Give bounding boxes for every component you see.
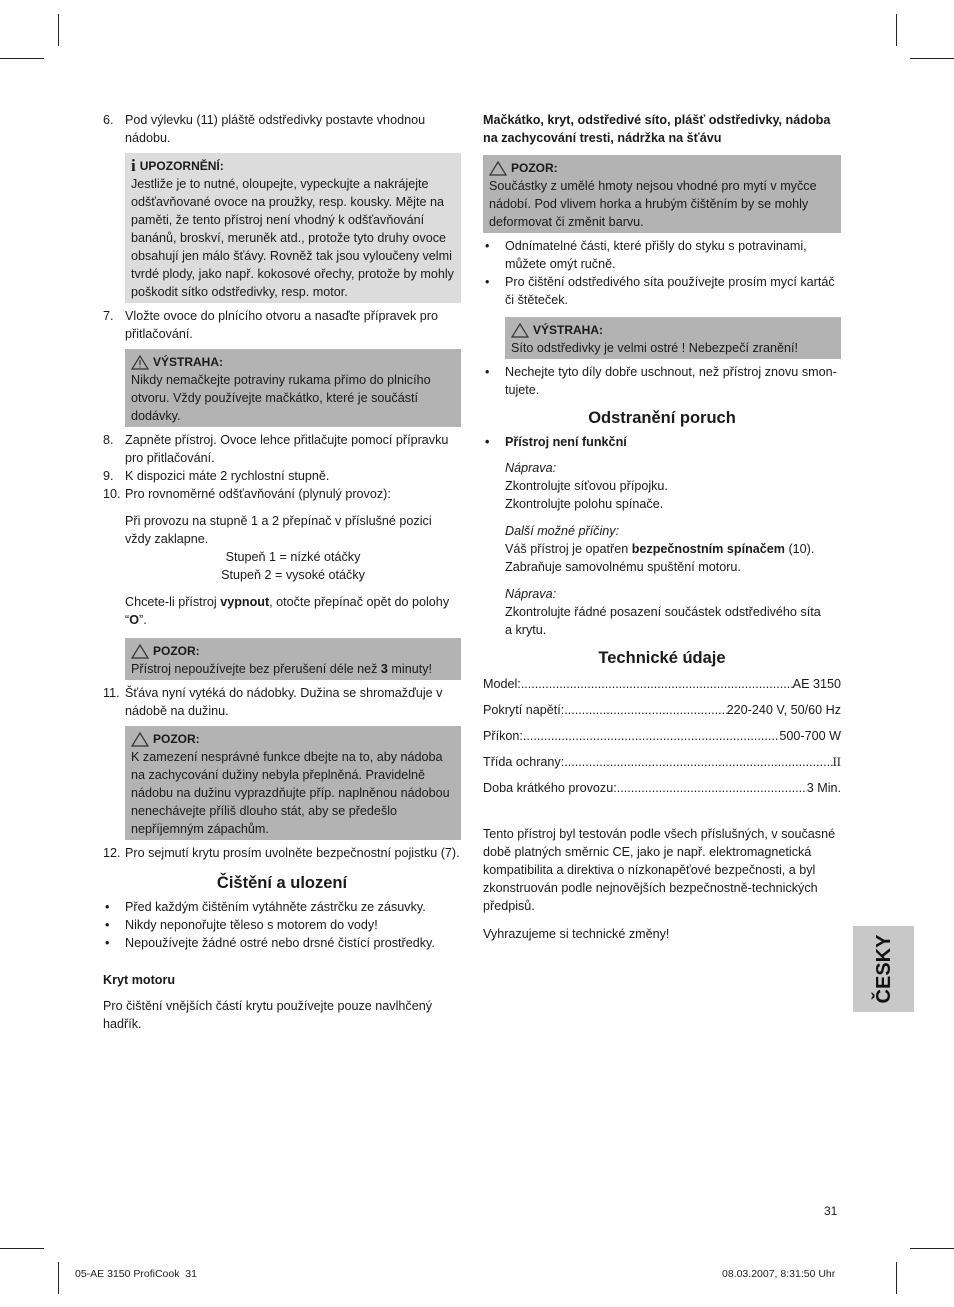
remedy-line: Zkontrolujte polohu spínače. bbox=[505, 497, 664, 511]
step-number: 12. bbox=[103, 846, 121, 860]
crop-mark bbox=[58, 1262, 59, 1294]
warning-triangle-icon bbox=[131, 732, 149, 747]
footer-right: 08.03.2007, 8:31:50 Uhr bbox=[722, 1268, 836, 1280]
crop-mark bbox=[910, 58, 954, 59]
remedy-label: Náprava: bbox=[505, 587, 557, 601]
spec-row: Doba krátkého provozu: ..... 3 Min. bbox=[483, 779, 841, 805]
spec-table bbox=[483, 675, 841, 805]
warning-text: Síto odstředivky je velmi ostré ! Nebezpečí zranění! bbox=[511, 341, 798, 355]
caution-box bbox=[125, 726, 461, 840]
crop-mark bbox=[0, 58, 44, 59]
step-text: K dispozici máte 2 rychlostní stupně. bbox=[125, 469, 330, 483]
crop-mark bbox=[0, 1248, 44, 1249]
caution-title-text: POZOR: bbox=[511, 161, 558, 175]
speed-2-line: Stupeň 2 = vysoké otáčky bbox=[221, 568, 365, 582]
warning-title-text: VÝSTRAHA: bbox=[533, 323, 604, 337]
cause-line: Zabraňuje samovolnému spuštění motoru. bbox=[505, 560, 741, 574]
remedy-line: Zkontrolujte řádné posazení součástek odstředivého síta a krytu. bbox=[505, 605, 821, 637]
warning-title-text: VÝSTRAHA: bbox=[153, 355, 224, 369]
spec-row: Pokrytí napětí: ..... 220-240 V, 50/60 Hz bbox=[483, 701, 841, 727]
bullet-item: • Odnímatelné části, které přišly do styku s potravinami, můžete omýt ručně. bbox=[483, 237, 841, 273]
warning-triangle-icon bbox=[131, 644, 149, 659]
step-11 bbox=[103, 684, 461, 720]
caution-title-text: POZOR: bbox=[153, 644, 200, 658]
caution-text: Přístroj nepoužívejte bez přerušení déle než 3 minuty! bbox=[131, 662, 433, 676]
caution-title bbox=[131, 642, 455, 660]
step-number: 9. bbox=[103, 469, 114, 483]
motor-heading: Kryt motoru bbox=[103, 973, 176, 987]
page-number: 31 bbox=[824, 1204, 838, 1218]
caution-title bbox=[131, 730, 455, 748]
note-text: Jestliže je to nutné, oloupejte, vypeckujte a nakrájejte odšťavňované ovoce na proužky, resp. kousky. Mějte na paměti, že tento přístroj není vhodný k odšťavňování banánů, broskví, meruněk atd., protože tyto druhy ovoce obsahují jen málo šťávy. Rovněž tak jsou vyloučeny velmi tvrdé plody, jako např. kokosové ořechy, protože by mohly poškodit sítko odstředivky, resp. motor. bbox=[131, 177, 454, 299]
step-number: 8. bbox=[103, 433, 114, 447]
speed-1-line: Stupeň 1 = nízké otáčky bbox=[225, 550, 361, 564]
caution-box bbox=[125, 638, 461, 680]
crop-mark bbox=[910, 1248, 954, 1249]
bullet-item: • Před každým čištěním vytáhněte zástrčku ze zásuvky. bbox=[103, 898, 461, 916]
language-tab bbox=[853, 926, 914, 1012]
step-number: 10. bbox=[103, 487, 121, 501]
bullet-item: • Nechejte tyto díly dobře uschnout, než přístroj znovu smon-tujete. bbox=[483, 363, 841, 399]
parts-heading: Mačkátko, kryt, odstředivé síto, plášť odstředivky, nádoba na zachycování tresti, nádržka na šťávu bbox=[483, 113, 831, 145]
warning-title bbox=[131, 353, 455, 371]
left-column bbox=[103, 111, 461, 1033]
step-7 bbox=[103, 307, 461, 343]
step-text: Pod výlevku (11) pláště odstředivky postavte vhodnou nádobu. bbox=[125, 113, 426, 145]
language-tab-label: ČESKY bbox=[872, 934, 895, 1004]
step-number: 11. bbox=[103, 686, 120, 700]
switch-off-paragraph: Chcete-li přístroj vypnout, otočte přepínač opět do polohy “O”. bbox=[125, 595, 450, 627]
warning-box bbox=[125, 349, 461, 427]
step-9 bbox=[103, 467, 461, 485]
crop-mark bbox=[896, 14, 897, 46]
right-column bbox=[483, 111, 841, 943]
step-text: Vložte ovoce do plnícího otvoru a nasaďte přípravek pro přitlačování. bbox=[125, 309, 438, 341]
crop-mark bbox=[896, 1262, 897, 1294]
caution-box bbox=[483, 155, 841, 233]
remedy-line: Zkontrolujte síťovou přípojku. bbox=[505, 479, 668, 493]
step-text: Zapněte přístroj. Ovoce lehce přitlačujte pomocí přípravku pro přitlačování. bbox=[125, 433, 449, 465]
troubleshooting-heading: Odstranění poruch bbox=[588, 409, 736, 427]
step-number: 7. bbox=[103, 309, 114, 323]
caution-title bbox=[489, 159, 835, 177]
motor-text: Pro čištění vnějších částí krytu používejte pouze navlhčený hadřík. bbox=[103, 999, 433, 1031]
cause-line: Váš přístroj je opatřen bezpečnostním spínačem (10). bbox=[505, 542, 815, 556]
footer-left: 05-AE 3150 ProfiCook 31 bbox=[75, 1268, 197, 1280]
trouble-details bbox=[483, 459, 841, 639]
caution-title-text: POZOR: bbox=[153, 732, 200, 746]
caution-text: Součástky z umělé hmoty nejsou vhodné pro mytí v myčce nádobí. Pod vlivem horka a hrubým čištěním by se mohly deformovat či změnit barvu. bbox=[489, 179, 817, 229]
note-title-text: UPOZORNĚNÍ: bbox=[139, 159, 224, 173]
reserve-text: Vyhrazujeme si technické změny! bbox=[483, 927, 670, 941]
info-icon: i bbox=[131, 156, 136, 175]
warning-triangle-icon bbox=[131, 355, 149, 370]
warning-box bbox=[505, 317, 841, 359]
step-text: Pro rovnoměrné odšťavňování (plynulý provoz): bbox=[125, 487, 391, 501]
step-text: Pro sejmutí krytu prosím uvolněte bezpečnostní pojistku (7). bbox=[125, 846, 460, 860]
cause-label: Další možné příčiny: bbox=[505, 524, 620, 538]
bullet-item: • Nepoužívejte žádné ostré nebo drsné čistící prostředky. bbox=[103, 934, 461, 952]
step-10 bbox=[103, 485, 461, 503]
trouble-item: • Přístroj není funkční bbox=[483, 433, 841, 451]
step-text: Šťáva nyní vytéká do nádobky. Dužina se shromažďuje v nádobě na dužinu. bbox=[125, 686, 443, 718]
bullet-item: • Pro čištění odstředivého síta používejte prosím mycí kartáč či štěteček. bbox=[483, 273, 841, 309]
bullet-item: • Nikdy neponořujte těleso s motorem do vody! bbox=[103, 916, 461, 934]
step-number: 6. bbox=[103, 113, 114, 127]
spec-row: Třída ochrany: ..... II bbox=[483, 753, 841, 779]
cleaning-heading: Čištění a ulození bbox=[216, 874, 348, 892]
step-8 bbox=[103, 431, 461, 467]
caution-text: K zamezení nesprávné funkce dbejte na to, aby nádoba na zachycování dužiny nebyla přeplněná. Pravidelně nádobu na dužinu vyprazdňujte příp. naplněnou nádobou nenechávejte příliš dlouho stát, aby se předešlo nepříjemným zápachům. bbox=[131, 750, 450, 836]
step-10-paragraph: Při provozu na stupně 1 a 2 přepínač v příslušné pozici vždy zaklapne. bbox=[125, 514, 432, 546]
warning-title bbox=[511, 321, 835, 339]
note-title bbox=[131, 157, 455, 175]
step-6 bbox=[103, 111, 461, 147]
compliance-text: Tento přístroj byl testován podle všech příslušných, v současné době platných směrnic CE, jako je např. elektromagnetická kompatibilita a direktiva o nízkonapěťové bezpečnosti, a byl zkonstruován podle nejnovějších bezpečnostně-technických předpisů. bbox=[483, 827, 836, 913]
warning-triangle-icon bbox=[511, 323, 529, 338]
spec-row: Příkon: ..... 500-700 W bbox=[483, 727, 841, 753]
warning-triangle-icon bbox=[489, 161, 507, 176]
tech-heading: Technické údaje bbox=[598, 649, 726, 667]
step-12 bbox=[103, 844, 461, 862]
note-box bbox=[125, 153, 461, 303]
crop-mark bbox=[58, 14, 59, 46]
warning-text: Nikdy nemačkejte potraviny rukama přímo do plnicího otvoru. Vždy používejte mačkátko, které je součástí dodávky. bbox=[131, 373, 431, 423]
remedy-label: Náprava: bbox=[505, 461, 557, 475]
step-10-details bbox=[103, 512, 461, 629]
spec-row: Model: ..... AE 3150 bbox=[483, 675, 841, 701]
